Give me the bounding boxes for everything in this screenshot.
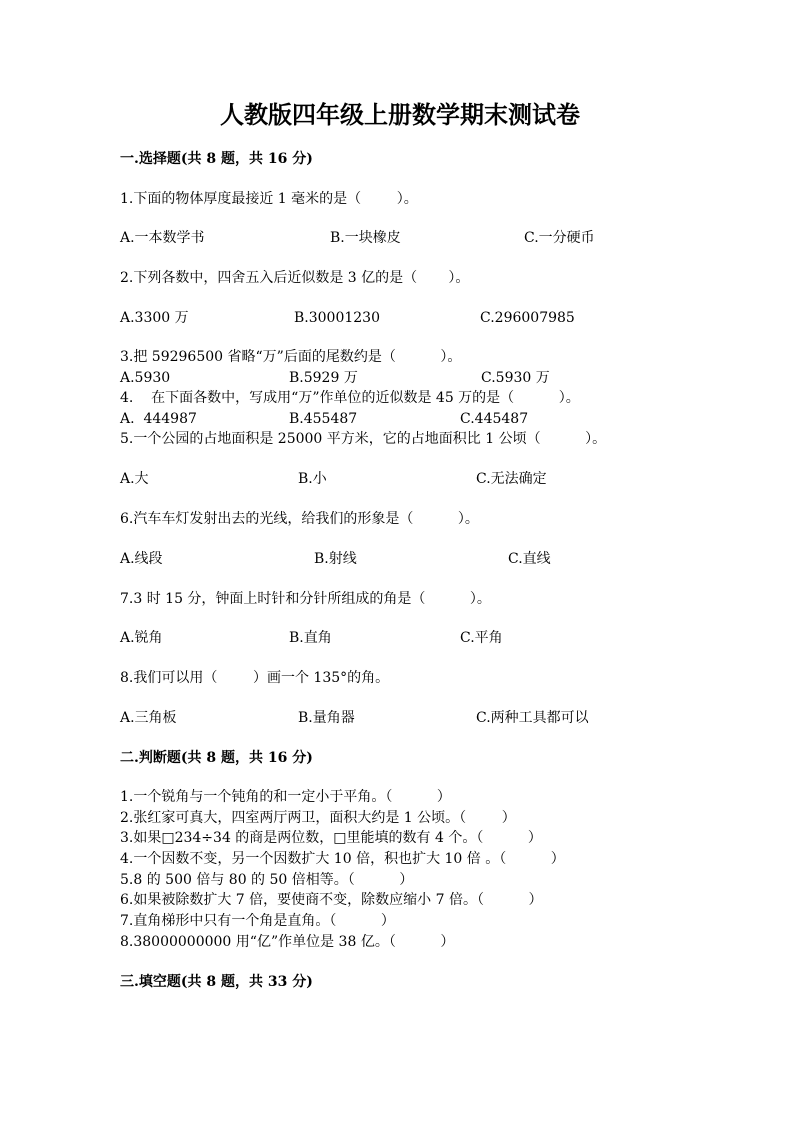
page-title: 人教版四年级上册数学期末测试卷 bbox=[220, 100, 580, 129]
judge-item: 2.张红家可真大，四室两厅两卫，面积大约是 1 公顷。（ ） bbox=[120, 810, 516, 826]
judge-item: 8.38000000000 用“亿”作单位是 38 亿。（ ） bbox=[120, 934, 455, 950]
question-8: 8.我们可以用（ ）画一个 135°的角。 bbox=[120, 670, 390, 686]
option-c: C.无法确定 bbox=[476, 471, 547, 487]
judge-item: 1.一个锐角与一个钝角的和一定小于平角。（ ） bbox=[120, 789, 451, 805]
section-heading-judge: 二.判断题(共 8 题，共 16 分) bbox=[120, 750, 313, 766]
judge-item: 6.如果被除数扩大 7 倍，要使商不变，除数应缩小 7 倍。（ ） bbox=[120, 892, 543, 908]
question-5: 5.一个公园的占地面积是 25000 平方米，它的占地面积比 1 公顷（ ）。 bbox=[120, 431, 607, 447]
option-c: C.平角 bbox=[460, 630, 503, 646]
option-a: A.线段 bbox=[120, 551, 163, 567]
option-b: B.量角器 bbox=[298, 710, 355, 726]
option-c: C.两种工具都可以 bbox=[476, 710, 589, 726]
option-b: B.5929 万 bbox=[289, 370, 358, 386]
section-heading-fill: 三.填空题(共 8 题，共 33 分) bbox=[120, 974, 313, 990]
option-b: B.30001230 bbox=[294, 310, 380, 326]
question-3: 3.把 59296500 省略“万”后面的尾数约是（ ）。 bbox=[120, 349, 462, 365]
option-a: A.3300 万 bbox=[120, 310, 189, 326]
question-2: 2.下列各数中，四舍五入后近似数是 3 亿的是（ ）。 bbox=[120, 270, 470, 286]
option-a: A. 444987 bbox=[120, 411, 197, 427]
judge-item: 7.直角梯形中只有一个角是直角。（ ） bbox=[120, 913, 395, 929]
option-b: B.455487 bbox=[289, 411, 358, 427]
option-c: C.5930 万 bbox=[481, 370, 550, 386]
question-1: 1.下面的物体厚度最接近 1 毫米的是（ ）。 bbox=[120, 191, 418, 207]
option-b: B.一块橡皮 bbox=[330, 230, 401, 246]
option-c: C.一分硬币 bbox=[524, 230, 595, 246]
option-a: A.锐角 bbox=[120, 630, 163, 646]
option-c: C.296007985 bbox=[480, 310, 575, 326]
question-6: 6.汽车车灯发射出去的光线，给我们的形象是（ ）。 bbox=[120, 511, 479, 527]
section-heading-choice: 一.选择题(共 8 题，共 16 分) bbox=[120, 151, 313, 167]
option-a: A.5930 bbox=[120, 370, 171, 386]
question-4: 4. 在下面各数中，写成用“万”作单位的近似数是 45 万的是（ ）。 bbox=[120, 390, 580, 406]
option-b: B.直角 bbox=[289, 630, 332, 646]
judge-item: 4.一个因数不变，另一个因数扩大 10 倍，积也扩大 10 倍 。（ ） bbox=[120, 851, 565, 867]
option-c: C.445487 bbox=[460, 411, 529, 427]
question-7: 7.3 时 15 分，钟面上时针和分针所组成的角是（ ）。 bbox=[120, 591, 491, 607]
option-a: A.一本数学书 bbox=[120, 230, 205, 246]
judge-item: 3.如果□234÷34 的商是两位数，□里能填的数有 4 个。（ ） bbox=[120, 830, 542, 846]
option-b: B.射线 bbox=[314, 551, 357, 567]
option-c: C.直线 bbox=[508, 551, 551, 567]
option-a: A.大 bbox=[120, 471, 149, 487]
option-a: A.三角板 bbox=[120, 710, 177, 726]
option-b: B.小 bbox=[298, 471, 327, 487]
judge-item: 5.8 的 500 倍与 80 的 50 倍相等。（ ） bbox=[120, 872, 414, 888]
